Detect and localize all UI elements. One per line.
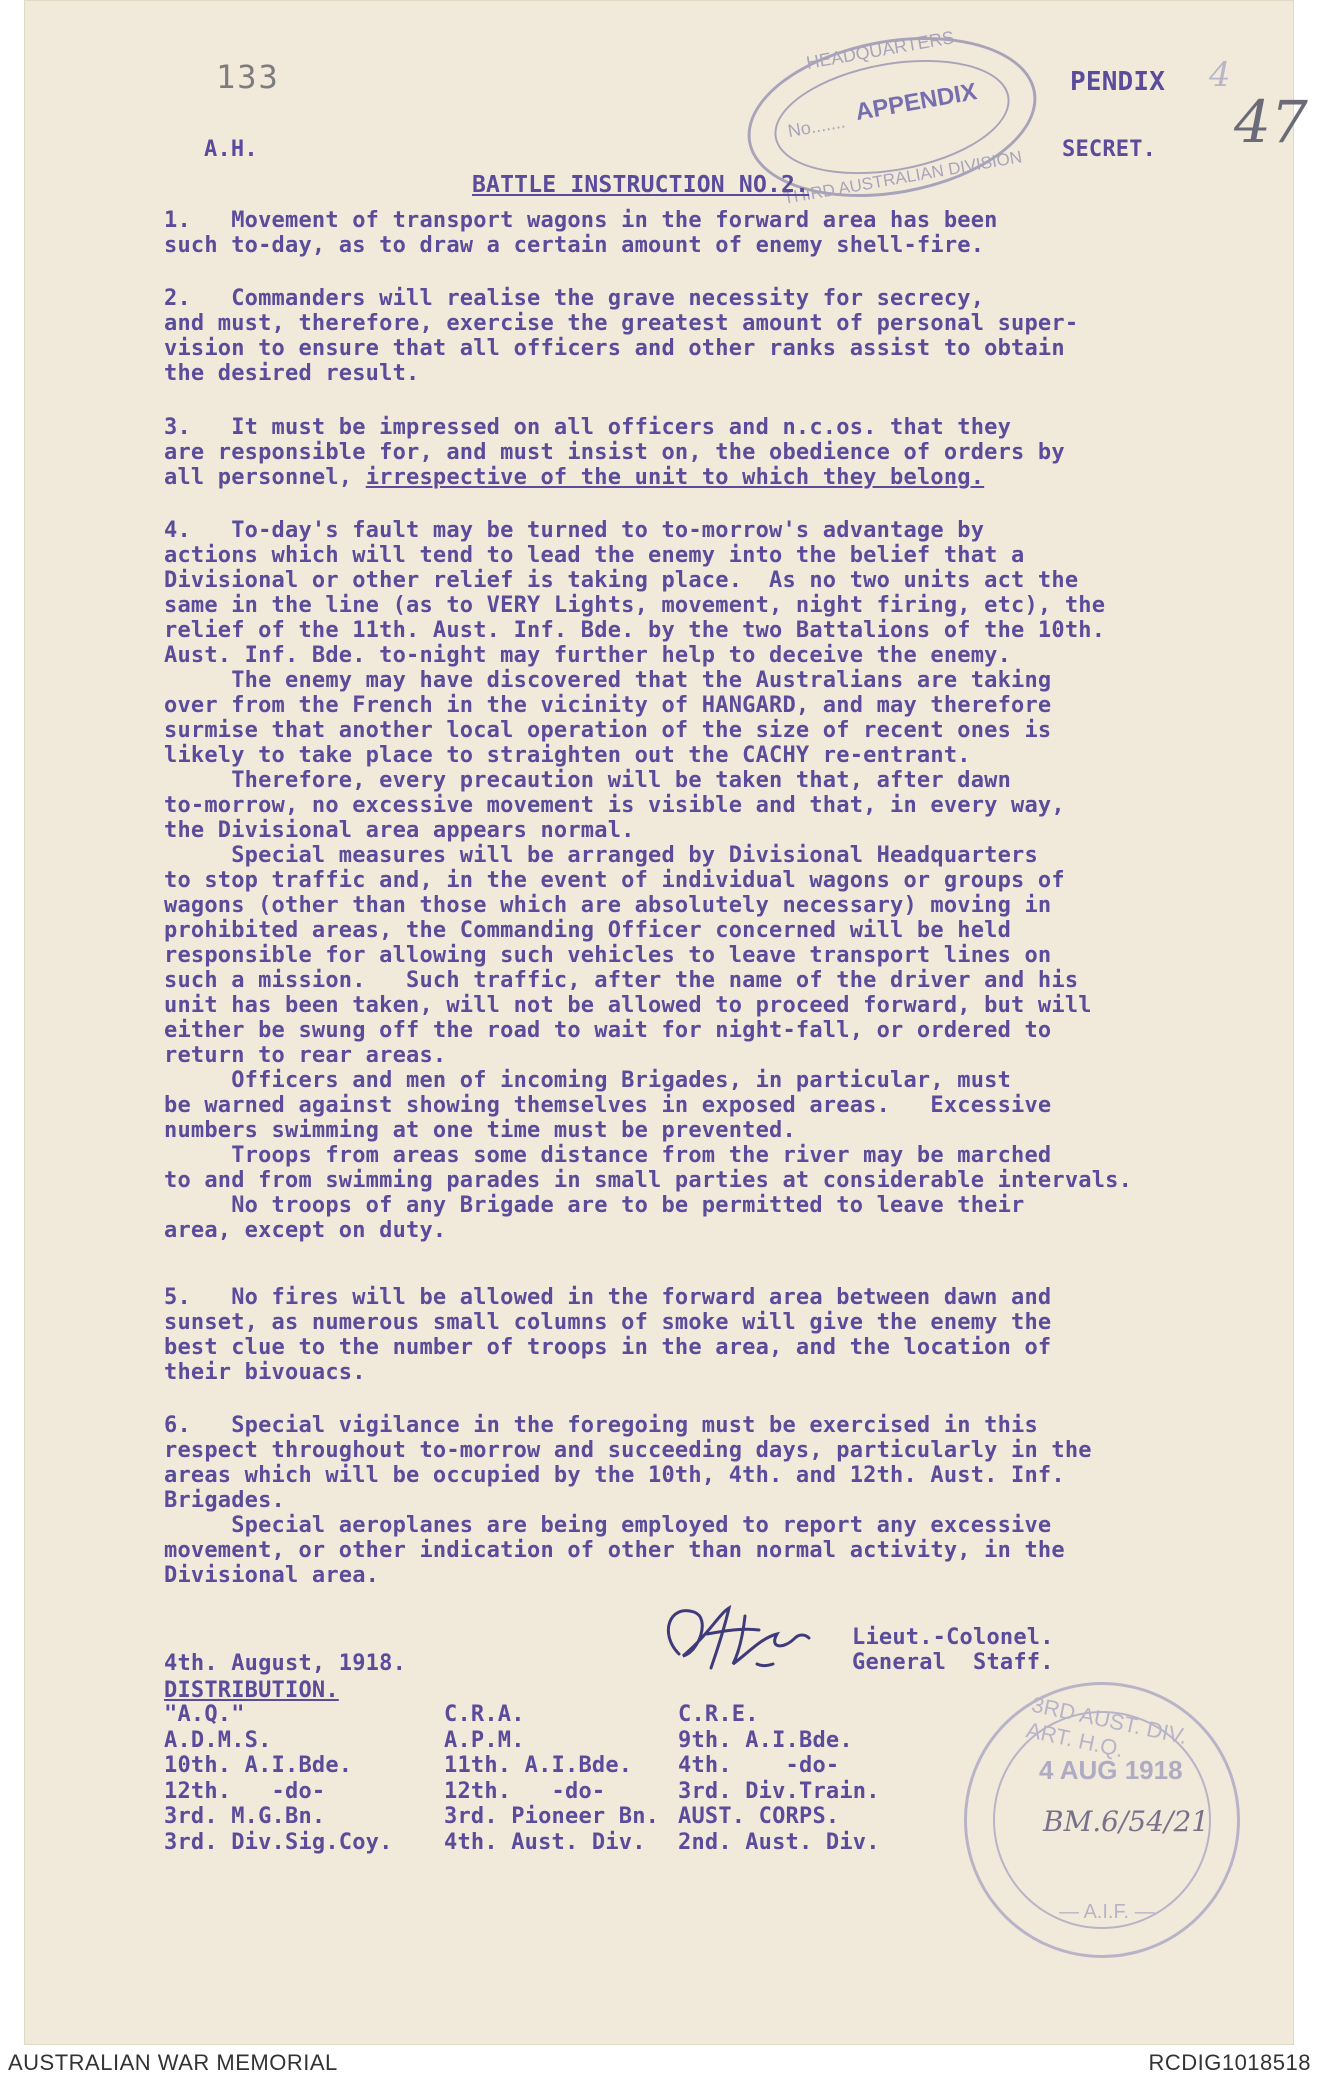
issue-date: 4th. August, 1918.: [164, 1651, 407, 1676]
distribution-item: 3rd. Div.Sig.Coy.: [164, 1829, 393, 1855]
text-line: 2. Commanders will realise the grave necessity for secrecy,: [164, 286, 985, 311]
text-line: Special aeroplanes are being employed to report any excessive: [164, 1513, 1052, 1538]
text-line: Officers and men of incoming Brigades, in particular, must: [164, 1068, 1012, 1093]
file-reference: A.H.: [204, 137, 258, 162]
distribution-item: C.R.E.: [678, 1702, 759, 1727]
text-line: relief of the 11th. Aust. Inf. Bde. by the two Battalions of the 10th.: [164, 618, 1106, 643]
distribution-item: 9th. A.I.Bde.: [678, 1727, 853, 1753]
text-line: over from the French in the vicinity of HANGARD, and may therefore: [164, 693, 1052, 718]
stamp-reference: BM.6/54/21: [1043, 1805, 1210, 1838]
text-line: 5. No fires will be allowed in the forward area between dawn and: [164, 1285, 1052, 1310]
underlined-phrase: irrespective of the unit to which they belong.: [365, 465, 985, 490]
text-line: to-morrow, no excessive movement is visible and that, in every way,: [164, 793, 1065, 818]
appendix-label: PENDIX: [1070, 67, 1166, 97]
stamp-date: 4 AUG 1918: [1039, 1755, 1183, 1785]
distribution-item: 3rd. Div.Train.: [678, 1778, 880, 1804]
text-line: return to rear areas.: [164, 1043, 447, 1068]
text-line: such to-day, as to draw a certain amount of enemy shell-fire.: [164, 233, 985, 258]
text-line: 3. It must be impressed on all officers and n.c.os. that they: [164, 415, 1012, 440]
text-line: sunset, as numerous small columns of smoke will give the enemy the: [164, 1310, 1052, 1335]
text-line: likely to take place to straighten out the CACHY re-entrant.: [164, 743, 971, 768]
document-sheet: [24, 0, 1308, 2045]
paragraph-4: [164, 518, 1132, 1243]
text-line: prohibited areas, the Commanding Officer concerned will be held: [164, 918, 1012, 943]
text-line: movement, or other indication of other than normal activity, in the: [164, 1538, 1065, 1563]
handwritten-annotation-top: 4: [1209, 55, 1231, 95]
page-number: 133: [216, 58, 280, 96]
paragraph-2: [164, 286, 1078, 386]
officer-signature: [649, 1594, 829, 1678]
text-line: same in the line (as to VERY Lights, movement, night firing, etc), the: [164, 593, 1106, 618]
text-line: be warned against showing themselves in exposed areas. Excessive: [164, 1093, 1052, 1118]
distribution-item: 4th. -do-: [678, 1753, 840, 1778]
text-line: vision to ensure that all officers and other ranks assist to obtain: [164, 336, 1065, 361]
distribution-item: 10th. A.I.Bde.: [164, 1753, 353, 1778]
text-line: unit has been taken, will not be allowed to proceed forward, but will: [164, 993, 1092, 1018]
distribution-item: 3rd. M.G.Bn.: [164, 1804, 326, 1829]
stamp-no-label: No.......: [786, 111, 847, 142]
text-line: to stop traffic and, in the event of individual wagons or groups of: [164, 868, 1065, 893]
text-line: all personnel, irrespective of the unit to which they belong.: [164, 465, 985, 490]
text-line: The enemy may have discovered that the Australians are taking: [164, 668, 1052, 693]
paragraph-1: [164, 208, 998, 258]
distribution-item: C.R.A.: [444, 1702, 525, 1727]
text-line: wagons (other than those which are absolutely necessary) moving in: [164, 893, 1052, 918]
text-line: actions which will tend to lead the enemy into the belief that a: [164, 543, 1025, 568]
text-line: 6. Special vigilance in the foregoing must be exercised in this: [164, 1413, 1038, 1438]
distribution-column-1: [164, 1702, 393, 1855]
text-line: Special measures will be arranged by Divisional Headquarters: [164, 843, 1038, 868]
text-line: are responsible for, and must insist on, the obedience of orders by: [164, 440, 1065, 465]
distribution-item: A.P.M.: [444, 1727, 525, 1753]
text-line: numbers swimming at one time must be prevented.: [164, 1118, 796, 1143]
text-line: surmise that another local operation of the size of recent ones is: [164, 718, 1052, 743]
text-line: No troops of any Brigade are to be permitted to leave their: [164, 1193, 1025, 1218]
text-line: and must, therefore, exercise the greatest amount of personal super-: [164, 311, 1079, 336]
distribution-item: 4th. Aust. Div.: [444, 1829, 646, 1855]
stamp-aif: — A.I.F. —: [1059, 1901, 1155, 1923]
text-line: to and from swimming parades in small parties at considerable intervals.: [164, 1168, 1133, 1193]
distribution-item: AUST. CORPS.: [678, 1804, 840, 1829]
distribution-item: 11th. A.I.Bde.: [444, 1753, 633, 1778]
stamp-arc-bottom: THIRD AUSTRALIAN DIVISION: [781, 147, 1024, 208]
paragraph-5: [164, 1285, 1051, 1385]
distribution-heading: DISTRIBUTION.: [164, 1678, 339, 1703]
text-line: such a mission. Such traffic, after the name of the driver and his: [164, 968, 1079, 993]
stamp-unit: 3RD AUST. DIV. ART. H.Q.: [1024, 1691, 1190, 1763]
text-line: Divisional or other relief is taking place. As no two units act the: [164, 568, 1079, 593]
distribution-item: 12th. -do-: [444, 1778, 606, 1804]
text-line: best clue to the number of troops in the area, and the location of: [164, 1335, 1052, 1360]
text-line: 4. To-day's fault may be turned to to-morrow's advantage by: [164, 518, 985, 543]
paragraph-3: [164, 415, 1065, 490]
text-line: respect throughout to-morrow and succeeding days, particularly in the: [164, 1438, 1092, 1463]
handwritten-folio-number: 47: [1234, 88, 1308, 156]
text-line: 1. Movement of transport wagons in the forward area has been: [164, 208, 998, 233]
text-line: either be swung off the road to wait for night-fall, or ordered to: [164, 1018, 1052, 1043]
stamp-appendix: APPENDIX: [853, 78, 979, 127]
text-line: the desired result.: [164, 361, 420, 386]
text-line: Aust. Inf. Bde. to-night may further help to deceive the enemy.: [164, 643, 1012, 668]
text-line: the Divisional area appears normal.: [164, 818, 635, 843]
artillery-date-stamp: [964, 1682, 1240, 1958]
distribution-item: 3rd. Pioneer Bn.: [444, 1804, 660, 1829]
document-title: BATTLE INSTRUCTION NO.2.: [472, 172, 810, 198]
paragraph-6: [164, 1413, 1092, 1588]
classification-label: SECRET.: [1062, 137, 1157, 162]
text-line: Brigades.: [164, 1488, 286, 1513]
footer-institution: AUSTRALIAN WAR MEMORIAL: [8, 2050, 338, 2075]
text-line: areas which will be occupied by the 10th, 4th. and 12th. Aust. Inf.: [164, 1463, 1065, 1488]
footer-record-id: RCDIG1018518: [1148, 2050, 1311, 2075]
distribution-column-3: [678, 1702, 880, 1855]
text-line: their bivouacs.: [164, 1360, 366, 1385]
distribution-item: "A.Q.": [164, 1702, 245, 1727]
distribution-item: 12th. -do-: [164, 1778, 326, 1804]
text-line: area, except on duty.: [164, 1218, 447, 1243]
text-line: Therefore, every precaution will be taken that, after dawn: [164, 768, 1012, 793]
text-line: Divisional area.: [164, 1563, 380, 1588]
signatory-role: General Staff.: [852, 1650, 1054, 1675]
text-line: responsible for allowing such vehicles to leave transport lines on: [164, 943, 1052, 968]
signatory-rank: Lieut.-Colonel.: [852, 1625, 1054, 1650]
distribution-column-2: [444, 1702, 659, 1855]
distribution-item: A.D.M.S.: [164, 1727, 272, 1753]
text-line: Troops from areas some distance from the river may be marched: [164, 1143, 1052, 1168]
distribution-item: 2nd. Aust. Div.: [678, 1829, 880, 1855]
stamp-arc-top: HEADQUARTERS: [804, 27, 956, 73]
